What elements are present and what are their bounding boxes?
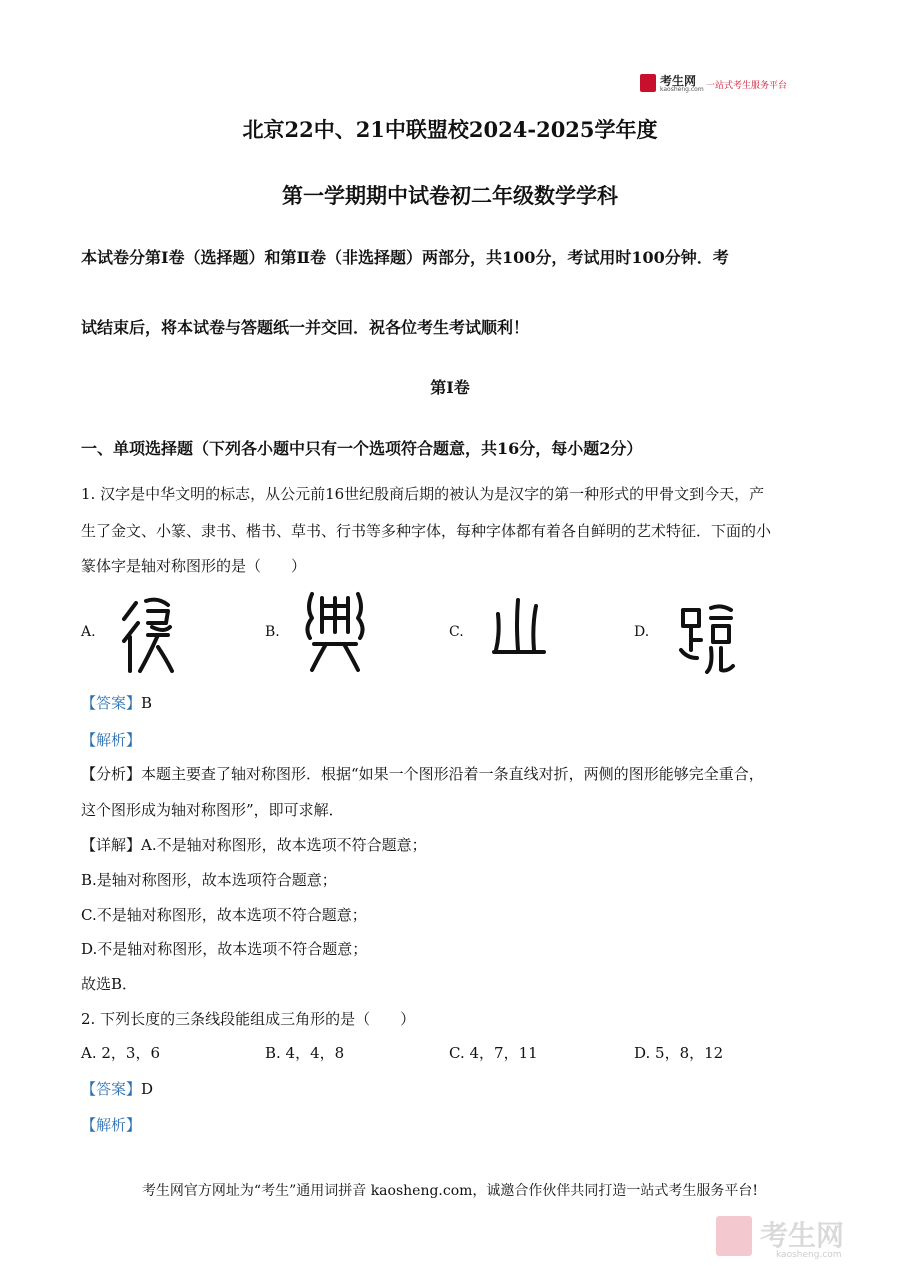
q2-analysis-tag: 【解析】 xyxy=(81,1116,142,1134)
watermark-mark-icon xyxy=(716,1216,752,1256)
q2-stem: 2. 下列长度的三条线段能组成三角形的是（ ） xyxy=(81,1010,416,1028)
q1-detail-a xyxy=(81,834,427,855)
q1-stem-line2: 生了金文、小篆、隶书、楷书、草书、行书等多种字体，每种字体都有着各自鲜明的艺术特征．下面的小 xyxy=(81,522,772,540)
q2-option-c: C. 4，7，11 xyxy=(449,1044,538,1062)
q1-stem-line1: 1. 汉字是中华文明的标志，从公元前16世纪殷商后期的被认为是汉字的第一种形式的甲骨文到今天，产 xyxy=(81,485,765,503)
juan-label: 第Ⅰ卷 xyxy=(430,378,470,397)
intro-line1: 本试卷分第Ⅰ卷（选择题）和第Ⅱ卷（非选择题）两部分，共100分，考试用时100分钟．考 xyxy=(81,248,729,267)
logo-name: 考生网 xyxy=(660,74,697,88)
watermark-name: 考生网 xyxy=(760,1219,845,1252)
q2-option-a: A. 2，3，6 xyxy=(81,1044,160,1062)
page-title-line1: 北京22中、21中联盟校2024-2025学年度 xyxy=(242,117,658,142)
q1-conclusion: 故选B． xyxy=(81,975,138,993)
q1-stem-line3: 篆体字是轴对称图形的是（ ） xyxy=(81,557,307,575)
seal-glyph-a-icon xyxy=(118,593,178,677)
q2-option-d: D. 5，8，12 xyxy=(634,1044,724,1062)
logo-mark-icon xyxy=(640,74,656,92)
q2-answer-value: D xyxy=(141,1080,154,1098)
q1-detail-c: C.不是轴对称图形，故本选项不符合题意； xyxy=(81,906,367,924)
watermark-domain: kaosheng.com xyxy=(776,1250,842,1260)
q1-detail-d: D.不是轴对称图形，故本选项不符合题意； xyxy=(81,940,368,958)
q1-fenxi-line2: 这个图形成为轴对称图形”，即可求解． xyxy=(81,801,344,819)
q2-option-b: B. 4，4，8 xyxy=(265,1044,345,1062)
seal-glyph-c-icon xyxy=(488,596,550,658)
q1-fenxi-tag: 【分析】 xyxy=(81,765,142,783)
watermark-logo xyxy=(716,1214,876,1264)
q1-xiangjie-tag: 【详解】 xyxy=(81,836,142,854)
logo-domain: kaosheng.com xyxy=(660,86,704,93)
seal-glyph-d-icon xyxy=(677,600,739,674)
seal-glyph-b-icon xyxy=(300,588,370,674)
q2-answer xyxy=(81,1078,153,1099)
q1-fenxi-line1 xyxy=(81,763,764,784)
q1-fenxi-text: 本题主要查了轴对称图形．根据“如果一个图形沿着一条直线对折，两侧的图形能够完全重合， xyxy=(141,765,764,783)
q1-option-c-label: C. xyxy=(449,624,464,640)
q1-detail-b: B.是轴对称图形，故本选项符合题意； xyxy=(81,871,337,889)
intro-line2: 试结束后，将本试卷与答题纸一并交回．祝各位考生考试顺利！ xyxy=(81,318,530,337)
q1-analysis-tag: 【解析】 xyxy=(81,731,142,749)
q1-answer xyxy=(81,692,152,713)
q1-detail-a-text: A.不是轴对称图形，故本选项不符合题意； xyxy=(141,836,427,854)
q1-answer-value: B xyxy=(141,694,153,712)
q1-option-a-label: A. xyxy=(81,624,96,640)
q1-answer-tag: 【答案】 xyxy=(81,694,142,712)
logo-slogan: 一站式考生服务平台 xyxy=(706,81,788,91)
section-heading: 一、单项选择题（下列各小题中只有一个选项符合题意，共16分，每小题2分） xyxy=(81,439,643,458)
q1-option-b-label: B. xyxy=(265,624,280,640)
header-logo xyxy=(640,72,810,98)
page-title-line2: 第一学期期中试卷初二年级数学学科 xyxy=(282,183,618,208)
q1-option-d-label: D. xyxy=(634,624,650,640)
footer-text: 考生网官方网址为“考生”通用词拼音 kaosheng.com，诚邀合作伙伴共同打造一站式考生服务平台! xyxy=(141,1183,759,1199)
q2-answer-tag: 【答案】 xyxy=(81,1080,142,1098)
